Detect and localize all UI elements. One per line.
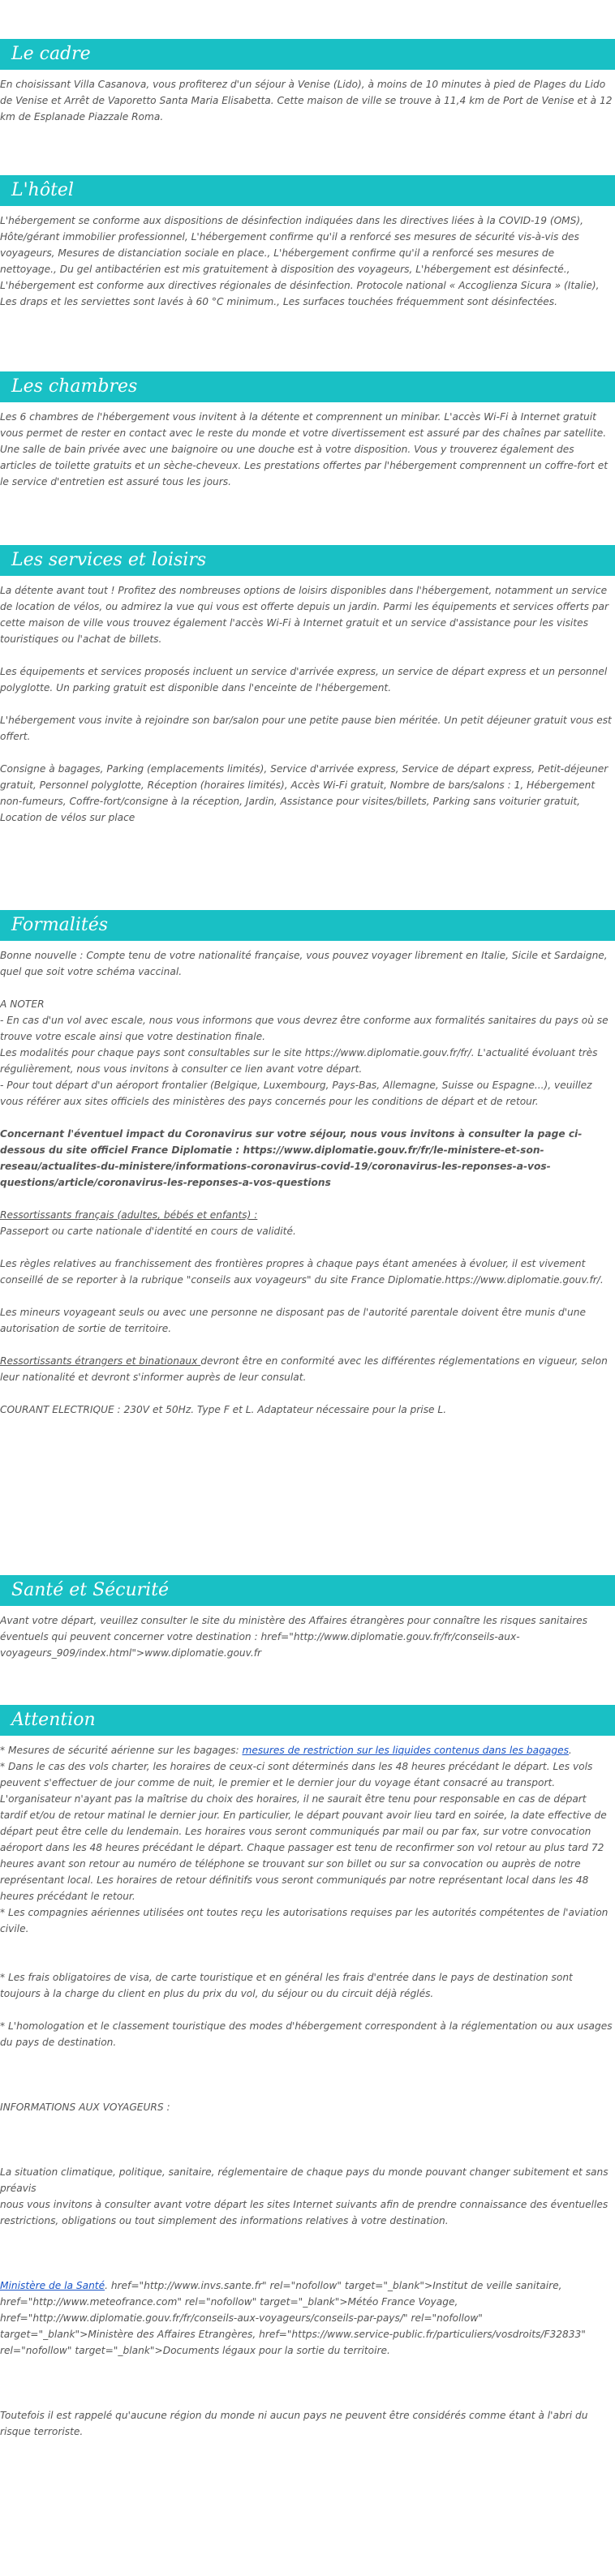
- note-3: - Pour tout départ d'un aéroport frontalier (Belgique, Luxembourg, Pays-Bas, Allemagne, Suisse ou Espagne...), veuillez vous référer aux sites officiels des ministères des pays concernés pour les conditions de départ et de retour.: [0, 1080, 592, 1107]
- electric-current-text: COURANT ELECTRIQUE : 230V et 50Hz. Type F et L. Adaptateur nécessaire pour la prise L.: [0, 1404, 447, 1415]
- note-2: Les modalités pour chaque pays sont consultables sur le site https://www.diplomatie.gouv.fr/fr/. L'actualité évoluant très régulièrement, nous vous invitons à consulter ce lien avant votre départ.: [0, 1047, 598, 1075]
- charter-text: * Dans le cas des vols charter, les horaires de ceux-ci sont déterminés dans les 48 heures précédant le départ. Les vols peuvent s'effectuer de jour comme de nuit, le premier et le dernier jour du voyage étant consacré au transport. L'organisateur n'ayant pas la maîtrise du choix des horaires, il ne saurait être tenu pour responsable en cas de départ tardif et/ou de retour matinal le dernier jour. En particulier, le départ pouvant avoir lieu tard en soirée, la date effective de départ peut être celle du lendemain. Les horaires vous seront communiqués par mail ou par fax, sur votre convocation aéroport dans les 48 heures précédant le départ. Chaque passager est tenu de reconfirmer son vol retour au plus tard 72 heures avant son retour au numéro de téléphone se trouvant sur son billet ou sur sa convocation ou auprès de notre représentant local. Les horaires de retour définitifs vous seront communiqués par notre représentant local dans les 48 heures précédant le retour.: [0, 1761, 607, 1902]
- services-p3: L'hébergement vous invite à rejoindre son bar/salon pour une petite pause bien méritée. Un petit déjeuner gratuit vous est offert.: [0, 715, 612, 742]
- traveler-info-label: INFORMATIONS AUX VOYAGEURS :: [0, 2102, 170, 2113]
- sante-text: Avant votre départ, veuillez consulter le site du ministère des Affaires étrangères pour connaître les risques sanitaires éventuels qui peuvent concerner votre destination : href="http://www.diplomatie.gouv.fr/fr/conseils-aux-voyageurs_909/index.html">www.diplomatie.gouv.fr: [0, 1615, 587, 1659]
- section-attention: [0, 1742, 613, 2440]
- section-services: [0, 582, 613, 826]
- foreign-nationals-label: Ressortissants étrangers et binationaux: [0, 1355, 201, 1367]
- section-header-attention: Attention: [0, 1705, 615, 1736]
- ministry-links-text: [0, 2278, 613, 2359]
- french-nationals-text: Passeport ou carte nationale d'identité en cours de validité.: [0, 1226, 296, 1237]
- section-header-chambres: Les chambres: [0, 371, 615, 402]
- foreign-nationals-rest: devront être en conformité avec les différentes réglementations en vigueur, selon leur nationalité et devront s'informer auprès de leur consulat.: [0, 1355, 608, 1383]
- ministry-links-rest: . href="http://www.invs.sante.fr" rel="nofollow" target="_blank">Institut de veille sanitaire, href="http://www.meteofrance.com" rel="nofollow" target="_blank">Météo France Voyage, href="http://www.diplomatie.gouv.fr/fr/conseils-aux-voyageurs/conseils-par-pays/" rel="nofollow" target="_blank">Ministère des Affaires Etrangères, href="https://www.service-public.fr/particuliers/vosdroits/F32833" rel="nofollow" target="_blank">Documents légaux pour la sortie du territoire.: [0, 2280, 586, 2356]
- section-sante: [0, 1612, 607, 1661]
- note-label: A NOTER: [0, 998, 45, 1010]
- section-header-cadre: Le cadre: [0, 39, 615, 70]
- services-p1: La détente avant tout ! Profitez des nombreuses options de loisirs disponibles dans l'hébergement, notamment un service de location de vélos, ou admirez la vue qui vous est offerte depuis un jardin. Parmi les équipements et services offerts par cette maison de ville vous trouvez également l'accès Wi-Fi à Internet gratuit et un service d'assistance pour les visites touristiques ou l'achat de billets.: [0, 585, 609, 645]
- coronavirus-notice: Concernant l'éventuel impact du Coronavirus sur votre séjour, nous vous invitons à consulter la page ci-dessous du site officiel France Diplomatie : https://www.diplomatie.gouv.fr/fr/le-ministere-et-son-reseau/actualites-du-ministere/informations-coronavirus-covid-19/coronavirus-les-reponses-a-vos-questions/article/coronavirus-les-reponses-a-vos-questions: [0, 1128, 583, 1188]
- situation-text-1: La situation climatique, politique, sanitaire, réglementaire de chaque pays du monde pouvant changer subitement et sans préavis: [0, 2166, 609, 2194]
- section-formalites: [0, 947, 613, 1418]
- baggage-security-text: [0, 1742, 613, 1758]
- section-header-formalites: Formalités: [0, 910, 615, 941]
- fees-text: * Les frais obligatoires de visa, de carte touristique et en général les frais d'entrée dans le pays de destination sont toujours à la charge du client en plus du prix du vol, du séjour ou du circuit déjà réglés.: [0, 1972, 573, 1999]
- services-p4: Consigne à bagages, Parking (emplacements limités), Service d'arrivée express, Service de départ express, Petit-déjeuner gratuit, Personnel polyglotte, Réception (horaires limités), Accès Wi-Fi gratuit, Nombre de bars/salons : 1, Hébergement non-fumeurs, Coffre-fort/consigne à la réception, Jardin, Assistance pour visites/billets, Parking sans voiturier gratuit, Location de vélos sur place: [0, 763, 609, 823]
- section-header-sante: Santé et Sécurité: [0, 1575, 615, 1606]
- baggage-prefix: * Mesures de sécurité aérienne sur les bagages:: [0, 1745, 243, 1756]
- section-chambres: [0, 409, 613, 490]
- note-1: - En cas d'un vol avec escale, nous vous informons que vous devrez être conforme aux formalités sanitaires du pays où se trouve votre escale ainsi que votre destination finale.: [0, 1015, 609, 1042]
- cadre-text: En choisissant Villa Casanova, vous profiterez d'un séjour à Venise (Lido), à moins de 10 minutes à pied de Plages du Lido de Venise et Arrêt de Vaporetto Santa Maria Elisabetta. Cette maison de ville se trouve à 11,4 km de Port de Venise et à 12 km de Esplanade Piazzale Roma.: [0, 79, 613, 122]
- section-cadre: [0, 76, 613, 125]
- section-header-hotel: L'hôtel: [0, 175, 615, 206]
- french-nationals-label: Ressortissants français (adultes, bébés et enfants) :: [0, 1209, 258, 1221]
- homologation-text: * L'homologation et le classement touristique des modes d'hébergement correspondent à la réglementation ou aux usages du pays de destination.: [0, 2020, 613, 2048]
- formalites-p1: Bonne nouvelle : Compte tenu de votre nationalité française, vous pouvez voyager librement en Italie, Sicile et Sardaigne, quel que soit votre schéma vaccinal.: [0, 950, 608, 977]
- chambres-text: Les 6 chambres de l'hébergement vous invitent à la détente et comprennent un minibar. L'accès Wi-Fi à Internet gratuit vous permet de rester en contact avec le reste du monde et votre divertissement est assuré par des chaînes par satellite. Une salle de bain privée avec une baignoire ou une douche est à votre disposition. Vous y trouverez également des articles de toilette gratuits et un sèche-cheveux. Les prestations offertes par l'hébergement comprennent un coffre-fort et le service d'entretien est assuré tous les jours.: [0, 411, 608, 487]
- foreign-nationals-text: [0, 1353, 613, 1385]
- ministere-sante-link[interactable]: Ministère de la Santé: [0, 2280, 105, 2291]
- terrorism-text: Toutefois il est rappelé qu'aucune région du monde ni aucun pays ne peuvent être considérés comme étant à l'abri du risque terroriste.: [0, 2410, 588, 2437]
- section-header-services: Les services et loisirs: [0, 545, 615, 576]
- liquid-restrictions-link[interactable]: mesures de restriction sur les liquides contenus dans les bagages: [242, 1745, 569, 1756]
- services-p2: Les équipements et services proposés incluent un service d'arrivée express, un service de départ express et un personnel polyglotte. Un parking gratuit est disponible dans l'enceinte de l'hébergement.: [0, 666, 608, 693]
- airlines-text: * Les compagnies aériennes utilisées ont toutes reçu les autorisations requises par les autorités compétentes de l'aviation civile.: [0, 1907, 609, 1934]
- hotel-text: L'hébergement se conforme aux dispositions de désinfection indiquées dans les directives liées à la COVID-19 (OMS), Hôte/gérant immobilier professionnel, L'hébergement confirme qu'il a renforcé ses mesures de sécurité vis-à-vis des voyageurs, Mesures de distanciation sociale en place., L'hébergement confirme qu'il a renforcé ses mesures de nettoyage., Du gel antibactérien est mis gratuitement à disposition des voyageurs, L'hébergement est désinfecté., L'hébergement est conforme aux directives régionales de désinfection. Protocole national « Accoglienza Sicura » (Italie), Les draps et les serviettes sont lavés à 60 °C minimum., Les surfaces touchées fréquemment sont désinfectées.: [0, 215, 600, 307]
- minors-text: Les mineurs voyageant seuls ou avec une personne ne disposant pas de l'autorité parentale doivent être munis d'une autorisation de sortie de territoire.: [0, 1307, 587, 1334]
- situation-text-2: nous vous invitons à consulter avant votre départ les sites Internet suivants afin de prendre connaissance des éventuelles restrictions, obligations ou tout simplement des informations relatives à votre destination.: [0, 2199, 609, 2226]
- baggage-suffix: .: [568, 1745, 572, 1756]
- section-hotel: [0, 213, 613, 310]
- border-rules-text: Les règles relatives au franchissement des frontières propres à chaque pays étant amenées à évoluer, il est vivement conseillé de se reporter à la rubrique "conseils aux voyageurs" du site France Diplomatie.https://www.diplomatie.gouv.fr/.: [0, 1258, 604, 1286]
